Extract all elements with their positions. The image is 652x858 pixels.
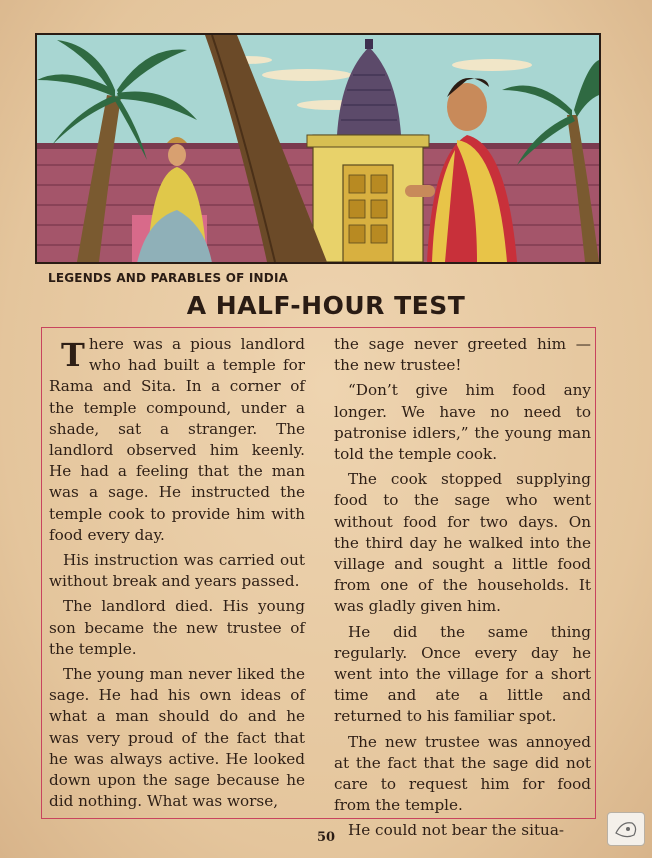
story-paragraph: He did the same thing regularly. Once every day he went into the village for a short time and ate a little and returned to his familiar spot.: [334, 622, 591, 726]
drop-cap: T: [61, 336, 85, 374]
story-title: A HALF-HOUR TEST: [186, 291, 466, 320]
series-heading: LEGENDS AND PARABLES OF INDIA: [48, 271, 289, 285]
story-paragraph: The new trustee was annoyed at the fact that the sage did not care to request him for food from the temple.: [334, 732, 591, 815]
story-paragraph: “Don’t give him food any longer. We have no need to patronise idlers,” the young man told the temple cook.: [334, 381, 591, 464]
scanner-stamp-icon: [607, 812, 645, 846]
story-paragraph: The cook stopped supplying food to the sage who went without food for two days. On the third day he walked into the village and sought a little food from one of the households. It was gladly given him.: [334, 470, 591, 616]
story-column-left: [49, 334, 305, 816]
story-paragraph: the sage never greeted him — the new trustee!: [334, 335, 591, 375]
story-paragraph: The landlord died. His young son became the new trustee of the temple.: [49, 597, 305, 658]
story-paragraph: The young man never liked the sage. He had his own ideas of what a man should do and he was very proud of the fact that he was always active. He looked down upon the sage because he did nothing. What was worse,: [49, 665, 305, 811]
story-illustration: [35, 33, 601, 264]
story-paragraph: There was a pious landlord who had built a temple for Rama and Sita. In a corner of the temple compound, under a shade, sat a stranger. The landlord observed him keenly. He had a feeling that the man was a sage. He instructed the temple cook to provide him with food every day.: [49, 335, 305, 544]
page-number: 50: [316, 830, 336, 845]
story-paragraph: His instruction was carried out without break and years passed.: [49, 551, 305, 591]
story-column-right: [334, 334, 591, 846]
story-paragraph: He could not bear the situa-: [348, 821, 565, 840]
